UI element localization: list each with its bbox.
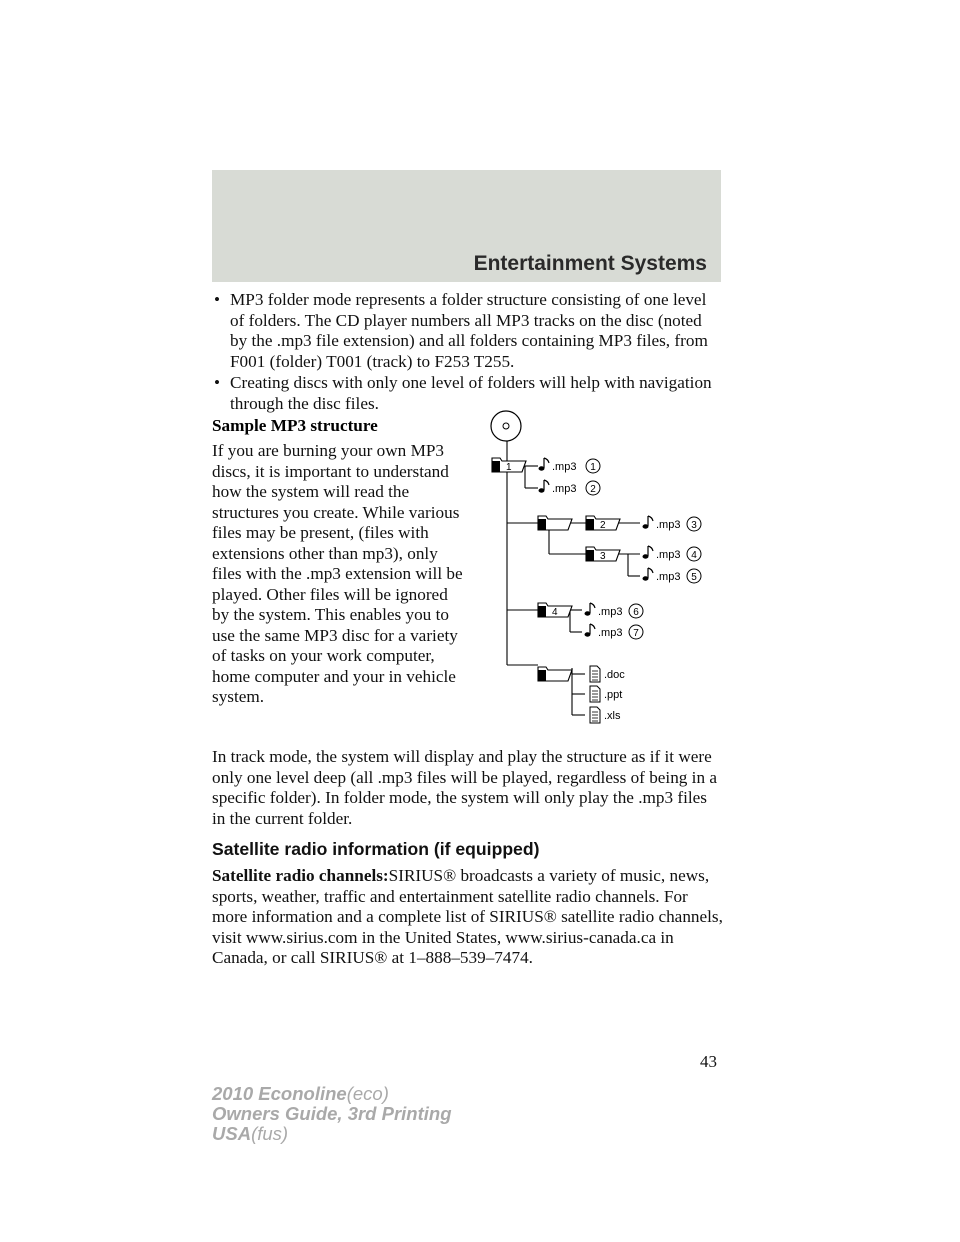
footer xyxy=(212,1084,452,1144)
bullet-item xyxy=(212,290,722,372)
sample-heading: Sample MP3 structure xyxy=(212,416,378,435)
track-number: 6 xyxy=(633,607,639,618)
bullet-symbol: • xyxy=(214,373,221,392)
satellite-text: SIRIUS® broadcasts a variety of music, news, xyxy=(388,866,710,885)
footer-line xyxy=(212,1104,452,1124)
music-note-icon xyxy=(585,603,596,616)
footer-market: USA xyxy=(212,1123,252,1144)
sample-paragraph xyxy=(212,441,463,708)
track-number: 5 xyxy=(691,572,697,583)
music-note-icon xyxy=(539,458,550,471)
text-line: played. Other files will be ignored xyxy=(212,584,448,604)
footer-line xyxy=(212,1124,452,1144)
track-number: 2 xyxy=(590,484,596,495)
music-note-icon xyxy=(585,624,596,637)
mp3-track xyxy=(585,624,644,639)
page-number: 43 xyxy=(700,1052,717,1071)
music-note-icon xyxy=(643,546,654,559)
text-line: only one level deep (all .mp3 files will be played, regardless of being in a xyxy=(212,767,717,787)
file-ext: .xls xyxy=(604,710,621,722)
track-number: 3 xyxy=(691,520,697,531)
text-line: visit www.sirius.com in the United States, www.sirius-canada.ca in xyxy=(212,927,674,947)
text-line: in the current folder. xyxy=(212,808,353,828)
other-file xyxy=(590,686,622,702)
bullet-line: by the .mp3 file extension) and all folders containing MP3 files, from xyxy=(230,331,708,350)
track-ext: .mp3 xyxy=(656,519,681,531)
bullet-line: through the disc files. xyxy=(230,393,379,413)
text-line xyxy=(212,866,723,887)
mp3-track xyxy=(585,603,644,618)
file-ext: .ppt xyxy=(604,689,623,701)
cd-disc-icon xyxy=(491,411,521,441)
satellite-lead: Satellite radio channels: xyxy=(212,866,389,885)
music-note-icon xyxy=(539,480,550,493)
footer-line xyxy=(212,1084,452,1104)
satellite-heading: Satellite radio information (if equipped) xyxy=(212,839,540,859)
text-line: structures you create. While various xyxy=(212,502,460,522)
folder-icon xyxy=(492,458,526,473)
folder-icon xyxy=(586,547,620,562)
other-file xyxy=(590,707,621,723)
footer-guide: Owners Guide, 3rd Printing xyxy=(212,1103,452,1124)
document-icon xyxy=(590,707,600,723)
mp3-structure-diagram xyxy=(470,400,720,740)
mp3-track xyxy=(643,568,702,583)
text-line: files may be present, (files with xyxy=(212,523,429,542)
text-line: sports, weather, traffic and entertainment satellite radio channels. For xyxy=(212,886,688,906)
track-number: 7 xyxy=(633,628,639,639)
text-line: specific folder). In folder mode, the system will only play the .mp3 files xyxy=(212,788,707,807)
music-note-icon xyxy=(643,568,654,581)
bullet-line: Creating discs with only one level of folders will help with navigation xyxy=(230,373,712,392)
text-line: In track mode, the system will display and play the structure as if it were xyxy=(212,747,712,766)
bullet-line: F001 (folder) T001 (track) to F253 T255. xyxy=(230,351,515,371)
track-mode-paragraph xyxy=(212,747,717,829)
music-note-icon xyxy=(643,516,654,529)
track-ext: .mp3 xyxy=(656,571,681,583)
text-line: how the system will read the xyxy=(212,482,410,501)
footer-market-code: (fus) xyxy=(251,1123,289,1144)
folder-icon xyxy=(538,603,572,618)
mp3-track xyxy=(539,458,601,473)
text-line: of tasks on your work computer, xyxy=(212,646,435,665)
folder-icon xyxy=(538,667,572,681)
text-line: use the same MP3 disc for a variety xyxy=(212,625,458,645)
text-line: home computer and your in vehicle xyxy=(212,666,456,686)
footer-model: 2010 Econoline xyxy=(212,1083,347,1104)
text-line: more information and a complete list of SIRIUS® satellite radio channels, xyxy=(212,907,723,926)
text-line: files with the .mp3 extension will be xyxy=(212,564,463,583)
folder-label: 1 xyxy=(506,462,512,473)
other-file xyxy=(590,666,625,682)
track-number: 1 xyxy=(590,462,596,473)
track-ext: .mp3 xyxy=(552,461,577,473)
track-ext: .mp3 xyxy=(656,549,681,561)
folder-label: 4 xyxy=(552,607,558,618)
text-line: If you are burning your own MP3 xyxy=(212,441,444,460)
header-band xyxy=(212,170,721,282)
mp3-track xyxy=(643,516,702,531)
folder-label: 2 xyxy=(600,520,606,531)
track-ext: .mp3 xyxy=(598,627,623,639)
text-line: Canada, or call SIRIUS® at 1–888–539–7474. xyxy=(212,948,533,967)
folder-icon xyxy=(538,516,572,530)
text-line: extensions other than mp3), only xyxy=(212,543,438,563)
track-ext: .mp3 xyxy=(598,606,623,618)
file-ext: .doc xyxy=(604,669,625,681)
bullet-symbol: • xyxy=(214,290,221,309)
text-line: system. xyxy=(212,687,265,706)
track-number: 4 xyxy=(691,550,697,561)
bullet-line: of folders. The CD player numbers all MP3 tracks on the disc (noted xyxy=(230,310,702,330)
mp3-track xyxy=(539,480,601,495)
satellite-paragraph xyxy=(212,866,723,969)
footer-model-code: (eco) xyxy=(346,1083,389,1104)
track-ext: .mp3 xyxy=(552,483,577,495)
mp3-track xyxy=(643,546,702,561)
bullet-line: MP3 folder mode represents a folder structure consisting of one level xyxy=(230,290,707,309)
document-icon xyxy=(590,666,600,682)
folder-label: 3 xyxy=(600,551,606,562)
text-line: discs, it is important to understand xyxy=(212,461,449,481)
folder-icon xyxy=(586,516,620,531)
document-icon xyxy=(590,686,600,702)
section-title: Entertainment Systems xyxy=(473,252,707,275)
text-line: by the system. This enables you to xyxy=(212,605,449,624)
